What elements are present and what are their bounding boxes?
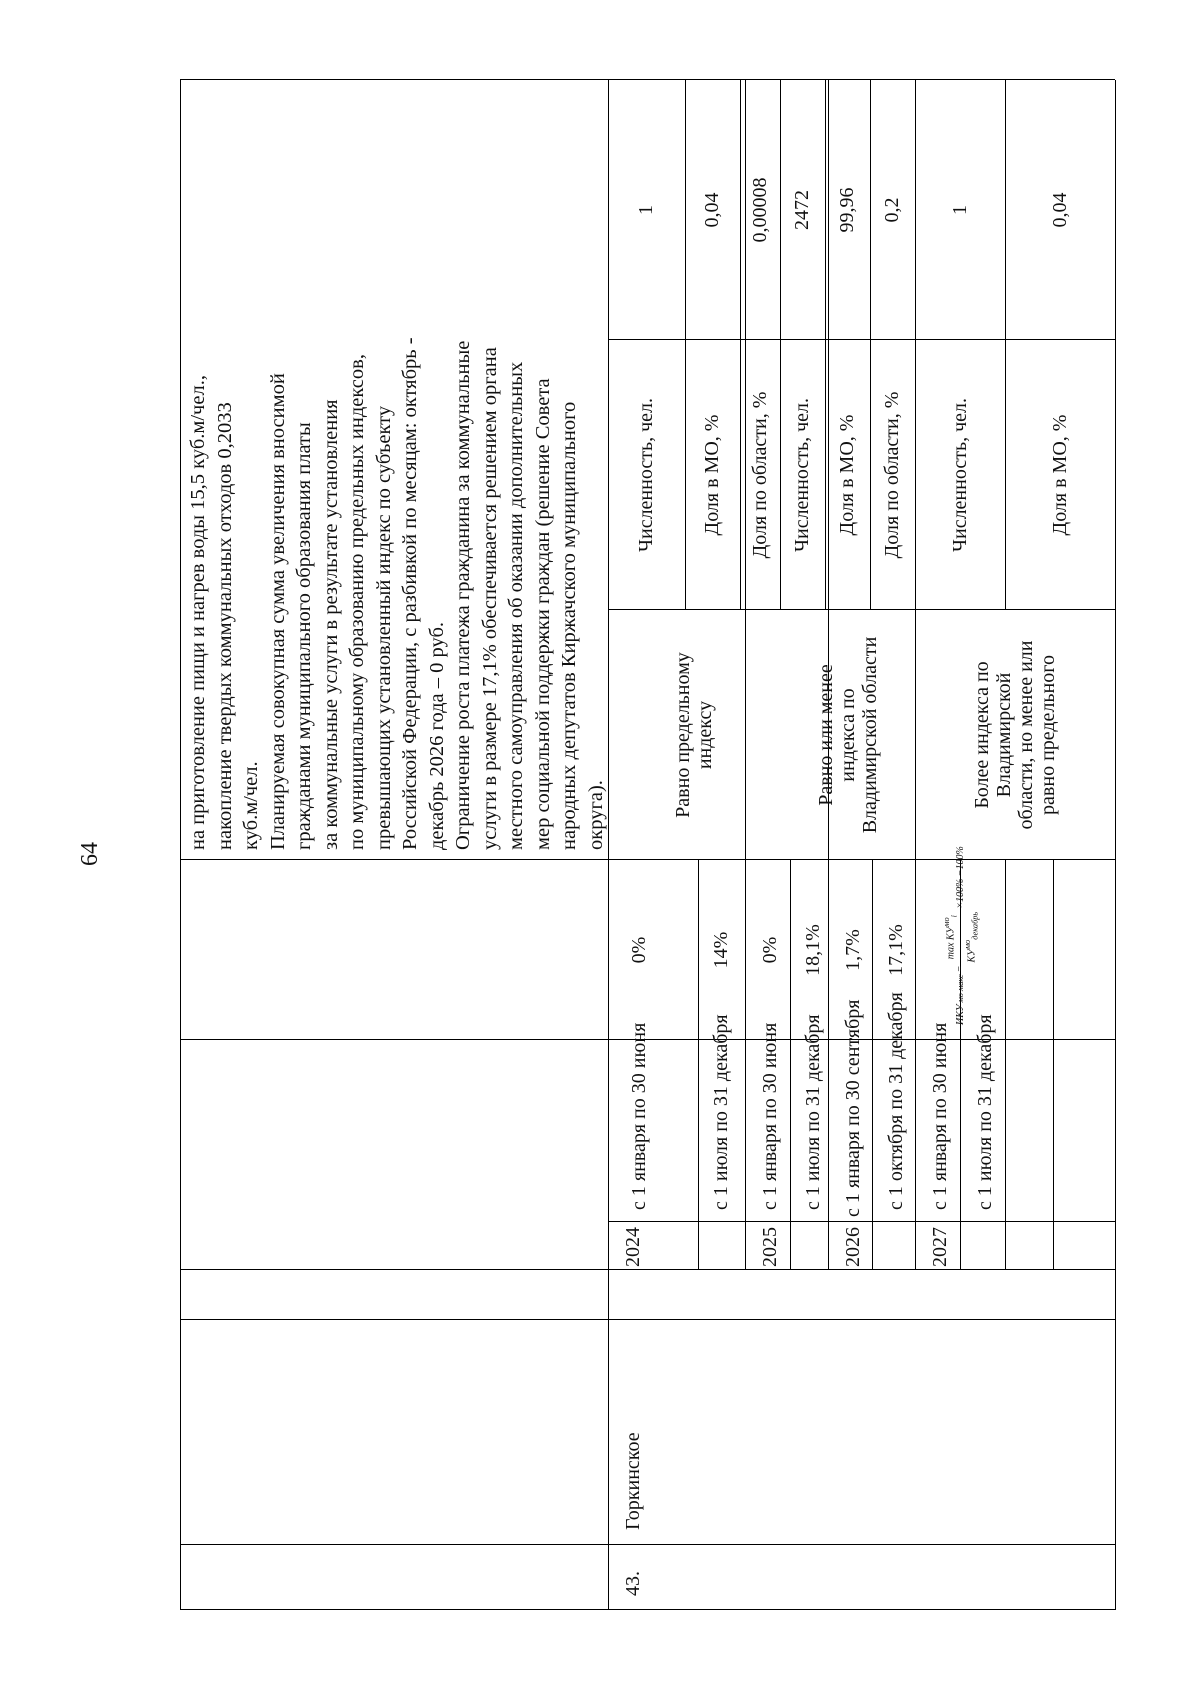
period-label: с 1 января по 30 июня [628, 1022, 650, 1210]
description-line: накопление твердых коммунальных отходов 0,2033 [213, 402, 236, 850]
category-label [780, 612, 915, 858]
category-label [915, 612, 1115, 858]
value-cell: 17,1% [885, 924, 907, 976]
col-line-name [180, 1319, 1115, 1320]
value-cell: 0% [759, 936, 781, 964]
formula-numerator-sup: мо [942, 917, 951, 927]
category-line: области, но менее или [1015, 640, 1037, 830]
detail-label: Численность, чел. [791, 398, 813, 552]
description-line: услуги в размере 17,1% обеспечивается решением органа [478, 347, 501, 850]
category-label [608, 612, 780, 858]
rotated-table [180, 80, 1115, 1610]
value-cell: 0% [628, 936, 650, 964]
category-line: равно предельного [1037, 655, 1059, 815]
description-line: на приготовление пищи и нагрев воды 15,5 куб.м/чел., [187, 375, 209, 850]
col-line-left [180, 1609, 1115, 1610]
row-number: 43. [622, 1571, 644, 1596]
formula-lhs-sub: макс [956, 974, 966, 992]
year-label: 2026 [842, 1227, 864, 1267]
formula-denominator: КУ [966, 949, 978, 963]
page-number: 64 [77, 842, 103, 866]
detail-label: Численность, чел. [635, 398, 657, 552]
year-label: 2027 [929, 1227, 951, 1267]
table-border-top [180, 80, 181, 1610]
formula-numerator-sub: i [949, 915, 959, 918]
category-line: Владимирской области [858, 636, 881, 834]
formula-lhs-sup: мо [956, 993, 966, 1003]
detail-value: 1 [948, 205, 971, 215]
detail-value: 0,04 [1048, 192, 1071, 228]
detail-label: Доля в МО, % [836, 414, 858, 536]
formula-tail: ×100% −100% [955, 846, 967, 909]
year-row-line [1005, 860, 1006, 1270]
category-line: Равно предельному [672, 652, 694, 818]
half-year-line [790, 860, 791, 1270]
value-cell: 1,7% [842, 929, 864, 971]
formula-denominator-sup: мо [963, 939, 973, 950]
detail-label: Доля в МО, % [701, 414, 723, 536]
description-line: Ограничение роста платежа гражданина за коммунальные [452, 340, 474, 850]
period-label: с 1 июля по 31 декабря [710, 1014, 732, 1210]
half-year-line [872, 860, 873, 1270]
detail-label: Доля по области, % [748, 391, 771, 559]
period-label: с 1 октября по 31 декабря [885, 992, 907, 1210]
category-line: индекса по [836, 688, 859, 782]
description-line: по муниципальному образованию предельных индексов, [346, 354, 368, 850]
detail-value: 0,00008 [748, 177, 771, 243]
year-period-divider [608, 1221, 1115, 1222]
description-line: куб.м/чел. [240, 761, 262, 850]
period-label: с 1 июля по 31 декабря [974, 1014, 996, 1210]
detail-label: Доля в МО, % [1048, 414, 1071, 536]
detail-value: 2472 [791, 190, 813, 230]
description-line: мер социальной поддержки граждан (решение Совета [531, 378, 554, 850]
period-label: с 1 июля по 31 декабря [802, 1014, 824, 1210]
category-line: индексу [694, 700, 716, 770]
detail-label: Доля по области, % [881, 391, 903, 559]
description-line: Российской Федерации, с разбивкой по месяцам: октябрь - [399, 337, 421, 850]
half-year-line [698, 860, 699, 1270]
year-label: 2024 [622, 1227, 644, 1267]
table-border-bottom [1115, 80, 1116, 1610]
detail-value: 0,04 [701, 192, 723, 228]
value-cell: 14% [710, 931, 732, 969]
col-line-year [180, 1269, 1115, 1270]
col-line-num [180, 1544, 1115, 1545]
category-line: Владимирской [993, 672, 1015, 798]
formula-denominator-sub: декабрь [970, 911, 980, 940]
description-line: Планируемая совокупная сумма увеличения вносимой [266, 373, 289, 850]
formula-fraction [940, 911, 982, 964]
detail-label: Численность, чел. [948, 398, 971, 552]
period-label: с 1 января по 30 июня [759, 1022, 781, 1210]
year-label: 2025 [759, 1227, 781, 1267]
description-line: декабрь 2026 года – 0 руб. [425, 621, 448, 850]
description-line: превышающих установленный индекс по субъекту [372, 405, 395, 850]
formula-lhs: ИКУ [955, 1004, 967, 1025]
index-formula: ИКУ мо макс = $\max КУ^{мо}_i$ $КУ^{мо}_{декабрь}$ ×100% −100% [942, 846, 980, 1025]
description-line: гражданами муниципального образования платы [293, 422, 315, 850]
half-year-line [1053, 860, 1054, 1270]
description-line: округа). [584, 780, 607, 850]
description-line: народных депутатов Киржачского муниципального [558, 401, 580, 850]
description-line: за коммунальные услуги в результате установления [319, 399, 342, 850]
detail-value: 0,2 [881, 197, 903, 223]
row-name: Горкинское [622, 1432, 644, 1530]
value-cell: 18,1% [802, 924, 824, 976]
description-block [185, 90, 609, 850]
category-line: Равно или менее [814, 664, 837, 806]
description-line: местного самоуправления об оказании дополнительных [505, 361, 527, 850]
category-line: Более индекса по [971, 661, 993, 809]
detail-value: 1 [635, 205, 657, 215]
detail-value: 99,96 [836, 187, 858, 233]
period-label: с 1 января по 30 июня [929, 1022, 951, 1210]
period-label: с 1 января по 30 сентября [842, 999, 864, 1217]
formula-numerator: max КУ [945, 926, 957, 960]
